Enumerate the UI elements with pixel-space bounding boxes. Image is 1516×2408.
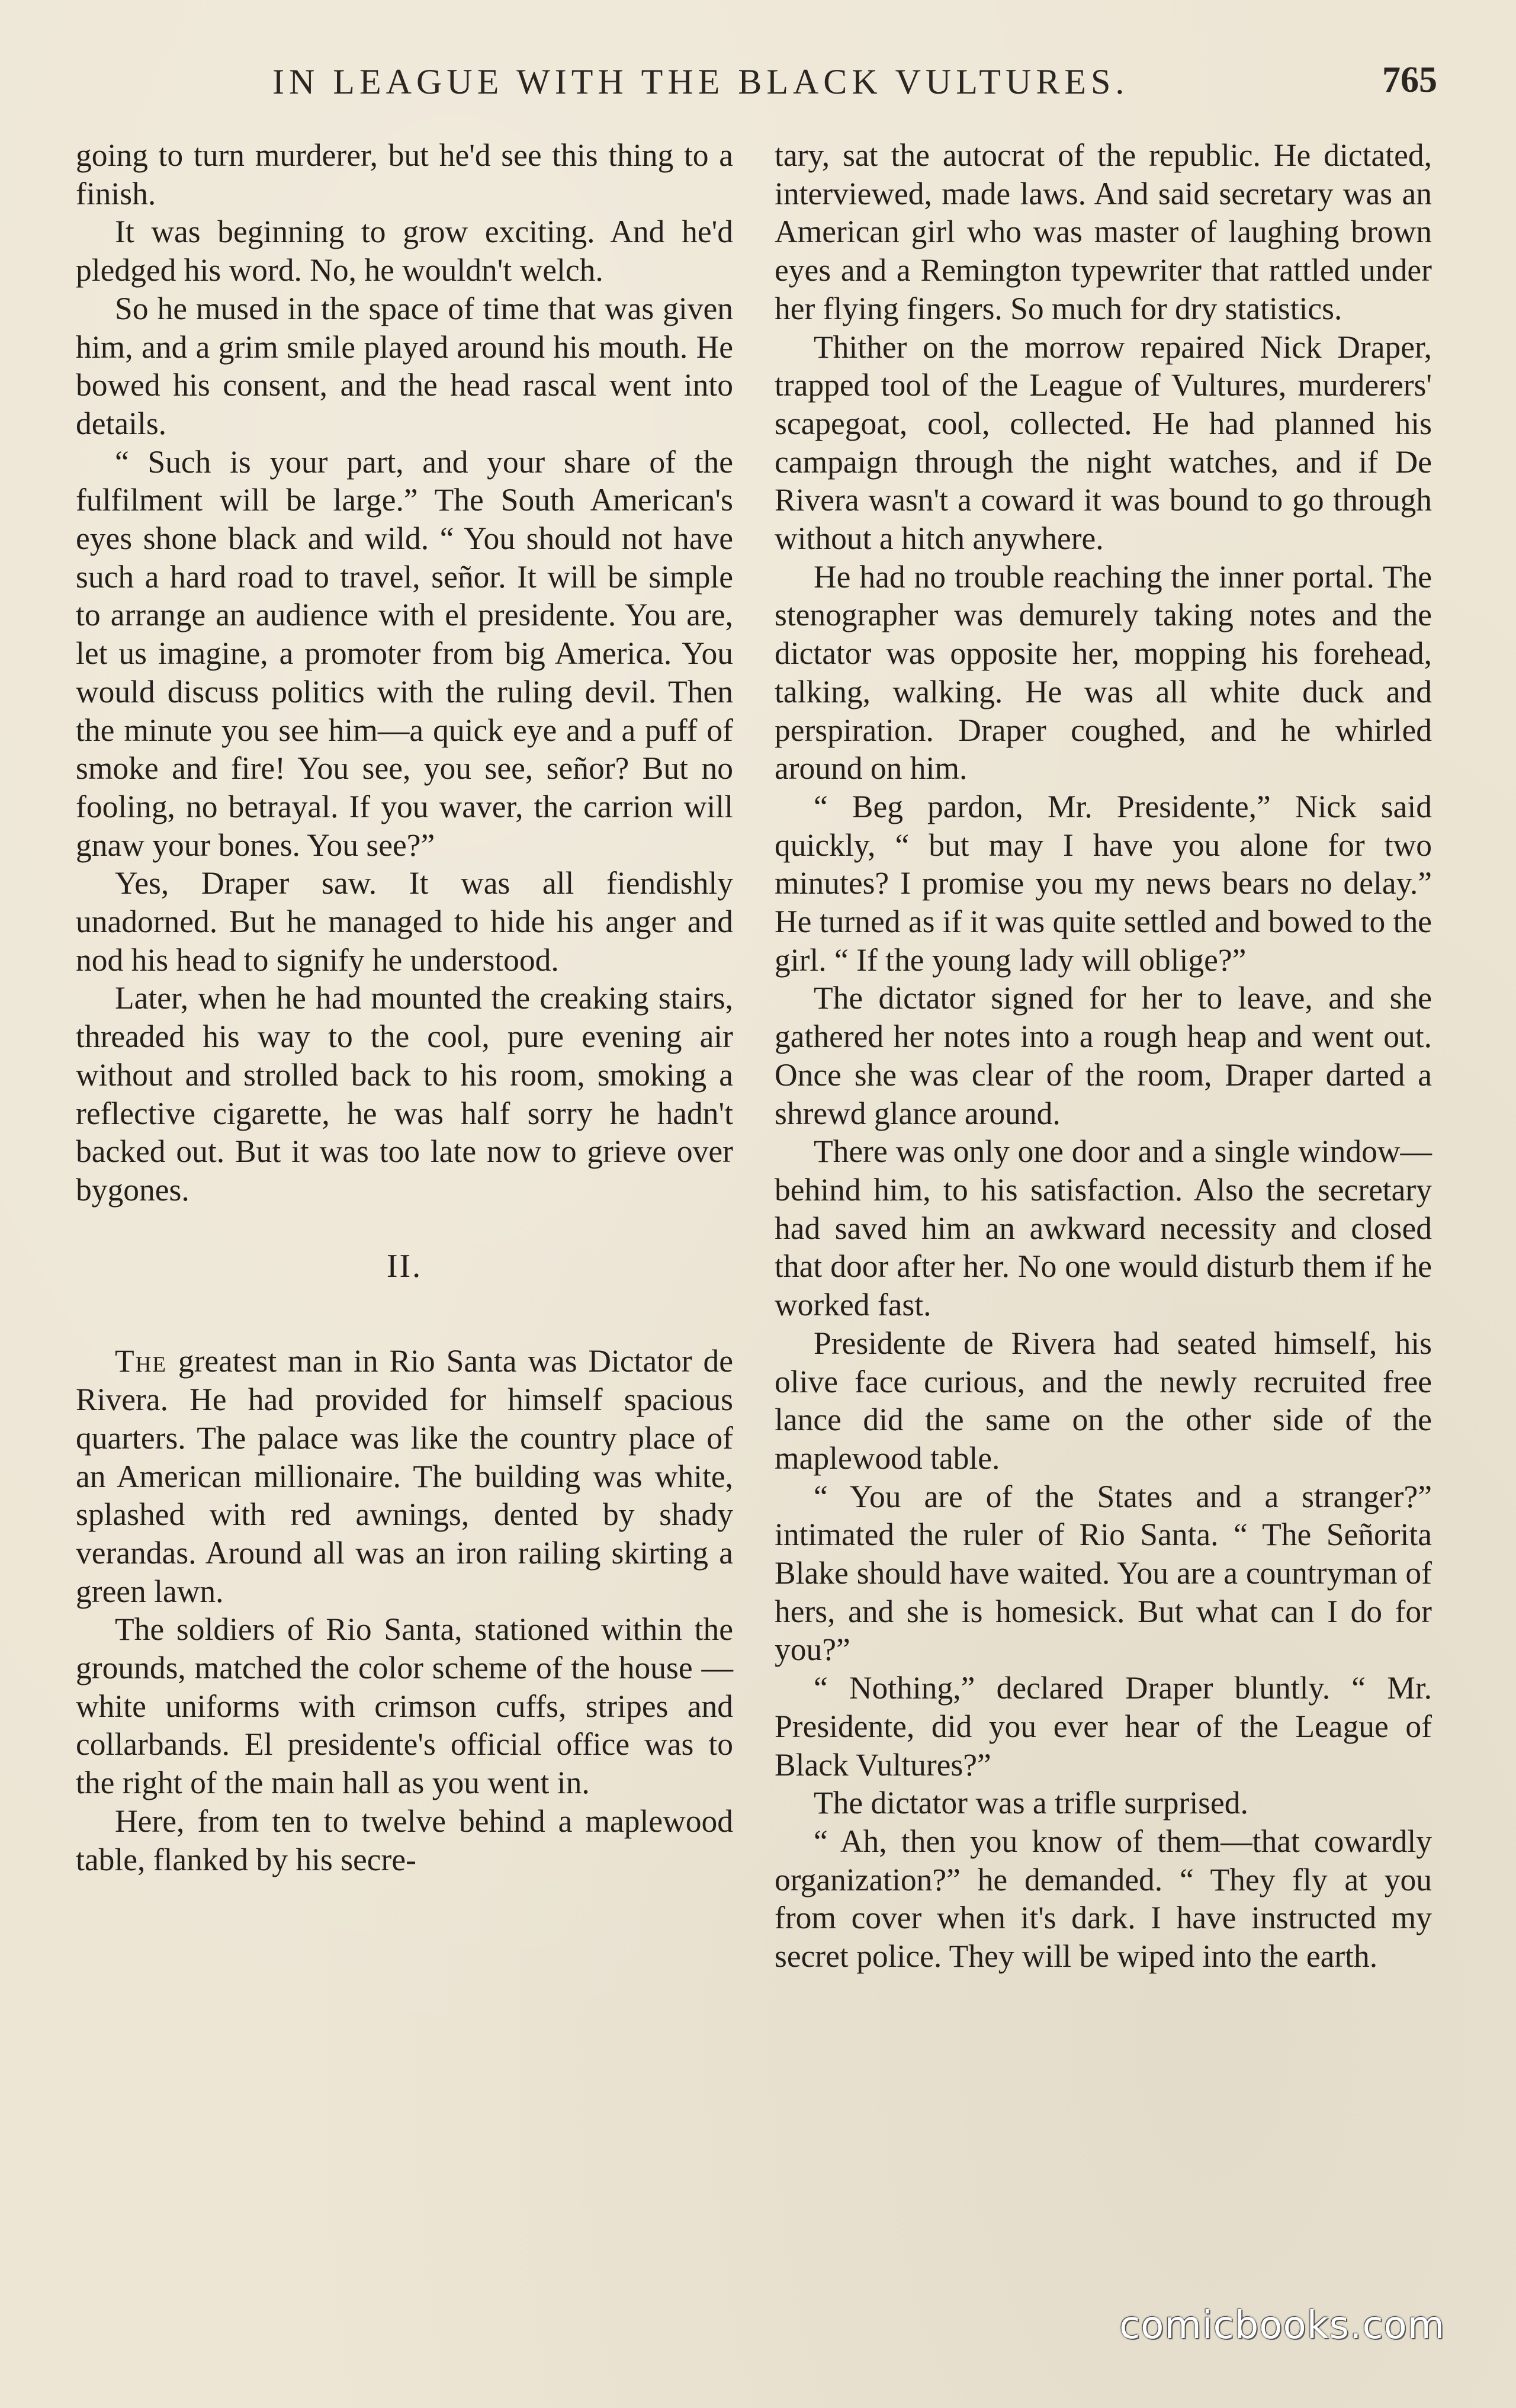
paragraph: going to turn murderer, but he'd see this thing to a finish. <box>76 137 733 211</box>
lead-rest: greatest man in Rio Santa was Dictator de Rivera. He had provided for himself spacious quarters. The palace was like the country place of an American millionaire. The building was white, splashed with red awnings, dented by shady verandas. Around all was an iron railing skirting a green lawn. <box>76 1343 733 1609</box>
paragraph: Yes, Draper saw. It was all fiendishly unadorned. But he managed to hide his anger and nod his head to signify he understood. <box>76 865 733 978</box>
paragraph: The soldiers of Rio Santa, stationed within the grounds, matched the color scheme of the house — white uniforms with crimson cuffs, stripes and collarbands. El presidente's official office was to the right of the main hall as you went in. <box>76 1611 733 1801</box>
section-heading: II. <box>386 1247 423 1285</box>
paragraph: The dictator signed for her to leave, and she gathered her notes into a rough heap and went out. Once she was clear of the room, Draper darted a shrewd glance around. <box>775 980 1432 1131</box>
page-number: 765 <box>1382 60 1437 100</box>
paragraph: Here, from ten to twelve behind a maplewood table, flanked by his secre- <box>76 1803 733 1877</box>
paragraph: So he mused in the space of time that was given him, and a grim smile played around his mouth. He bowed his consent, and the head rascal went into details. <box>76 290 733 441</box>
left-column <box>76 136 733 1879</box>
lead-word: The <box>115 1343 168 1379</box>
paragraph: It was beginning to grow exciting. And he'd pledged his word. No, he wouldn't welch. <box>76 214 733 288</box>
paragraph: Thither on the morrow repaired Nick Draper, trapped tool of the League of Vultures, murderers' scapegoat, cool, collected. He had planned his campaign through the night watches, and if De Rivera wasn't a coward it was bound to go through without a hitch anywhere. <box>775 329 1432 557</box>
paragraph: He had no trouble reaching the inner portal. The stenographer was demurely taking notes and the dictator was opposite her, mopping his forehead, talking, walking. He was all white duck and perspiration. Draper coughed, and he whirled around on him. <box>775 558 1432 786</box>
paragraph: “ Such is your part, and your share of the fulfilment will be large.” The South American's eyes shone black and wild. “ You should not have such a hard road to travel, señor. It will be simple to arrange an audience with el presidente. You are, let us imagine, a promoter from big America. You would discuss politics with the ruling devil. Then the minute you see him—a quick eye and a puff of smoke and fire! You see, you see, señor? But no fooling, no betrayal. If you waver, the carrion will gnaw your bones. You see?” <box>76 444 733 863</box>
paragraph: Presidente de Rivera had seated himself, his olive face curious, and the newly recruited free lance did the same on the other side of the maplewood table. <box>775 1325 1432 1476</box>
paragraph: “ You are of the States and a stranger?” intimated the ruler of Rio Santa. “ The Señorita Blake should have waited. You are a countryman of hers, and she is homesick. But what can I do for you?” <box>775 1478 1432 1668</box>
paragraph: “ Ah, then you know of them—that cowardly organization?” he demanded. “ They fly at you from cover when it's dark. I have instructed my secret police. They will be wiped into the earth. <box>775 1823 1432 1974</box>
paragraph: There was only one door and a single window—behind him, to his satisfaction. Also the secretary had saved him an awkward necessity and closed that door after her. No one would disturb them if he worked fast. <box>775 1134 1432 1323</box>
paragraph: The dictator was a trifle surprised. <box>814 1785 1248 1821</box>
watermark: comicbooks.com <box>1119 2304 1446 2348</box>
paragraph: tary, sat the autocrat of the republic. He dictated, interviewed, made laws. And said secretary was an American girl who was master of laughing brown eyes and a Remington typewriter that rattled under her flying fingers. So much for dry statistics. <box>775 137 1432 326</box>
section-opening-paragraph <box>76 1342 733 1610</box>
running-title: IN LEAGUE WITH THE BLACK VULTURES. <box>272 62 1129 101</box>
right-column <box>775 136 1432 1976</box>
paragraph: “ Beg pardon, Mr. Presidente,” Nick said quickly, “ but may I have you alone for two minutes? I promise you my news bears no delay.” He turned as if it was quite settled and bowed to the girl. “ If the young lady will oblige?” <box>775 788 1432 978</box>
paragraph: “ Nothing,” declared Draper bluntly. “ Mr. Presidente, did you ever hear of the League of Black Vultures?” <box>775 1670 1432 1783</box>
paragraph: Later, when he had mounted the creaking stairs, threaded his way to the cool, pure evening air without and strolled back to his room, smoking a reflective cigarette, he was half sorry he hadn't backed out. But it was too late now to grieve over bygones. <box>76 980 733 1208</box>
